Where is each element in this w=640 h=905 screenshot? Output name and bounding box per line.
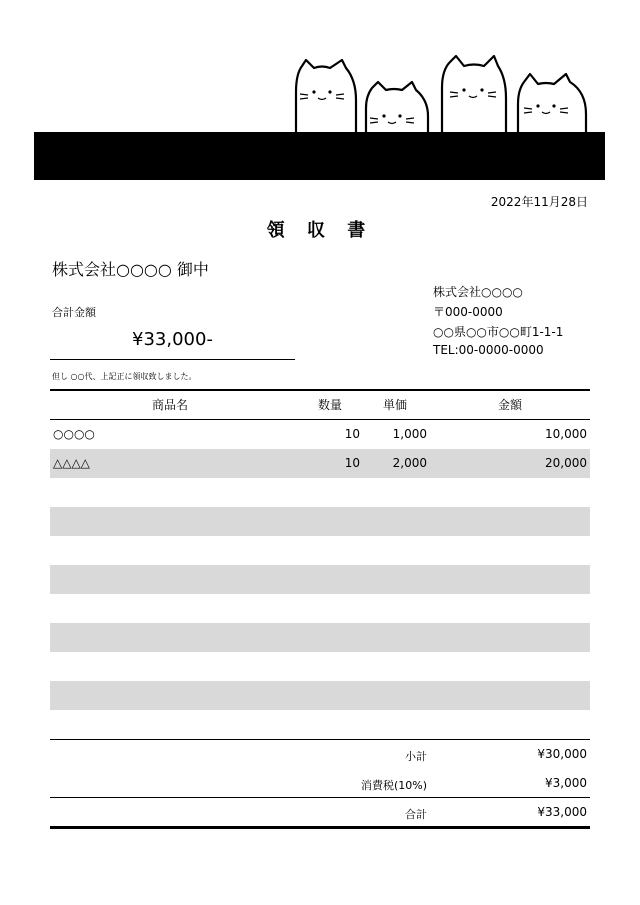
item-qty: 10: [344, 427, 360, 441]
table-row: [50, 449, 590, 478]
grand-total-label: 合計: [405, 808, 427, 821]
summary-top-rule: [50, 739, 590, 740]
table-row-empty: [50, 681, 590, 710]
item-name: △△△△: [53, 456, 90, 470]
issuer-address: ○○県○○市○○町1-1-1: [433, 325, 564, 339]
receipt-note: 但し ○○代、上記正に領収致しました。: [52, 372, 197, 381]
total-underline: [50, 359, 295, 360]
table-row-empty: [50, 478, 590, 507]
table-row-empty: [50, 507, 590, 536]
item-name: ○○○○: [53, 427, 95, 441]
table-row-empty: [50, 710, 590, 739]
header-amount: 金額: [497, 398, 522, 412]
recipient-name: 株式会社○○○○ 御中: [52, 260, 209, 279]
table-row: [50, 420, 590, 449]
subtotal-label: 小計: [405, 750, 427, 763]
table-bottom-rule: [50, 826, 590, 829]
issue-date: 2022年11月28日: [490, 195, 588, 209]
total-amount: ¥33,000-: [132, 329, 213, 350]
header-bar: [34, 132, 605, 180]
table-row-empty: [50, 623, 590, 652]
issuer-company: 株式会社○○○○: [433, 285, 523, 299]
header-name: 商品名: [151, 398, 188, 412]
item-amount: 20,000: [545, 456, 587, 470]
item-amount: 10,000: [545, 427, 587, 441]
tax-label: 消費税(10%): [360, 779, 427, 792]
total-rule: [50, 797, 590, 798]
item-qty: 10: [344, 456, 360, 470]
header-price: 単価: [382, 398, 407, 412]
total-amount-label: 合計金額: [52, 306, 96, 319]
subtotal-value: ¥30,000: [537, 747, 587, 761]
item-price: 1,000: [392, 427, 427, 441]
document-title: 領 収 書: [266, 220, 374, 241]
table-row-empty: [50, 652, 590, 681]
issuer-tel: TEL:00-0000-0000: [433, 343, 544, 357]
item-price: 2,000: [392, 456, 427, 470]
cats-illustration: [280, 52, 600, 136]
table-header: [50, 391, 590, 420]
table-row-empty: [50, 594, 590, 623]
grand-total-value: ¥33,000: [537, 805, 587, 819]
table-row-empty: [50, 565, 590, 594]
tax-value: ¥3,000: [545, 776, 587, 790]
header-qty: 数量: [317, 398, 342, 412]
table-row-empty: [50, 536, 590, 565]
issuer-postal: 〒000-0000: [433, 305, 503, 319]
